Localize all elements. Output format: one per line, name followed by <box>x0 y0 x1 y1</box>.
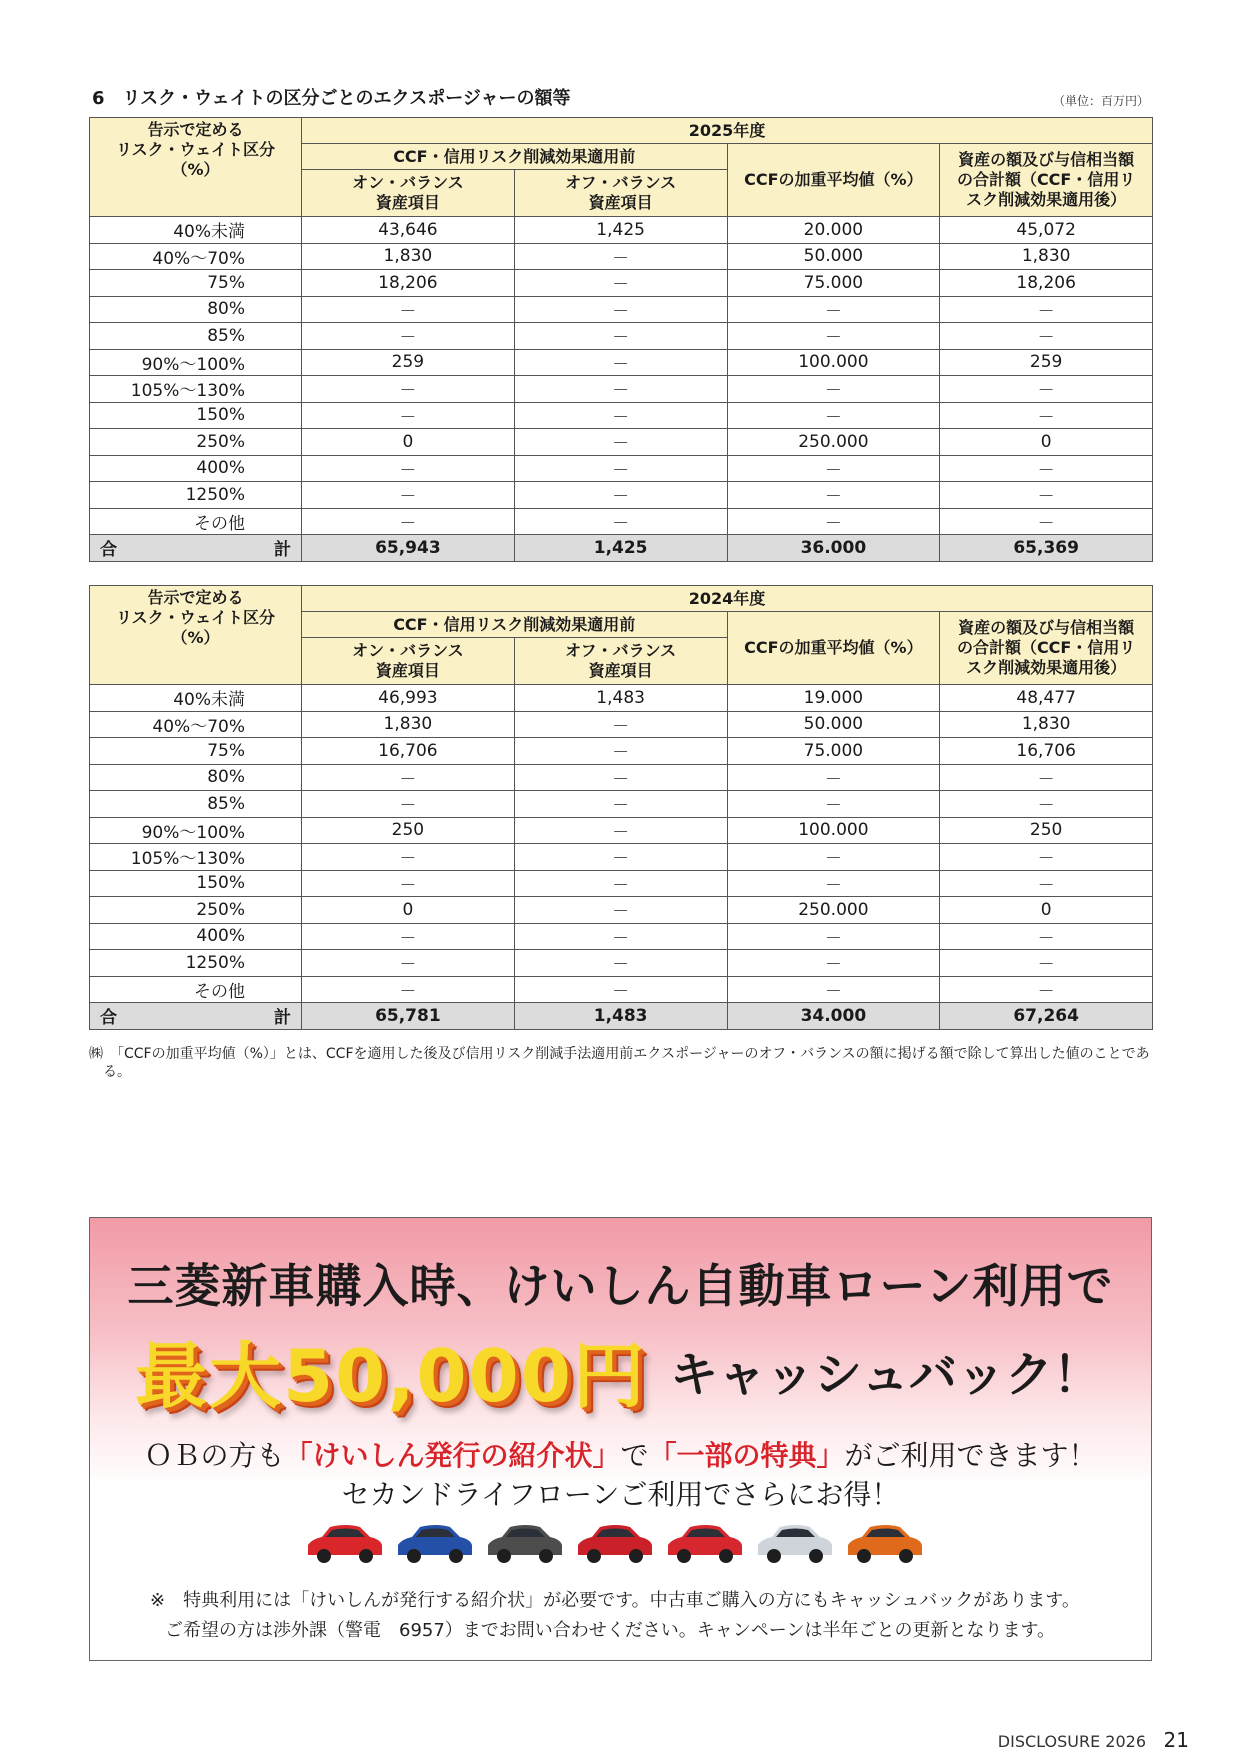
ccf-average-value: 75.000 <box>727 270 940 297</box>
page-number: 21 <box>1163 1728 1189 1752</box>
off-balance-value: － <box>514 870 727 897</box>
off-balance-value: － <box>514 791 727 818</box>
risk-weight-label: 105%～130% <box>90 844 302 871</box>
ccf-average-value: － <box>727 791 940 818</box>
risk-weight-label: 80% <box>90 296 302 323</box>
risk-weight-label: 250% <box>90 429 302 456</box>
post-ccf-value: 1,830 <box>940 711 1153 738</box>
total-label-inner <box>100 1003 291 1028</box>
table-row <box>90 870 1153 897</box>
on-balance-value: － <box>302 296 515 323</box>
ccf-average-value: － <box>727 323 940 350</box>
risk-weight-label: 400% <box>90 455 302 482</box>
table-row <box>90 296 1153 323</box>
ccf-average-header: CCFの加重平均値（%） <box>727 612 940 685</box>
on-balance-value: － <box>302 455 515 482</box>
ad-ob-text-e: がご利用できます！ <box>844 1439 1097 1472</box>
header-line: の合計額（CCF・信用リ <box>956 638 1136 657</box>
risk-weight-label: 40%未満 <box>90 217 302 244</box>
table-row <box>90 243 1153 270</box>
risk-weight-label: その他 <box>90 976 302 1003</box>
header-line: オフ・バランス <box>565 641 677 660</box>
ccf-average-value: 100.000 <box>727 349 940 376</box>
on-balance-value: 18,206 <box>302 270 515 297</box>
off-balance-value: － <box>514 376 727 403</box>
on-balance-value: 250 <box>302 817 515 844</box>
off-balance-header <box>514 170 727 217</box>
header-line: オン・バランス <box>352 173 464 192</box>
risk-weight-label: 40%～70% <box>90 711 302 738</box>
ad-note-1: ※ 特典利用には「けいしんが発行する紹介状」が必要です。中古車ご購入の方にもキャッシュバックがあります。 <box>150 1590 1080 1611</box>
ccf-average-value: 250.000 <box>727 897 940 924</box>
car-image <box>668 1525 742 1563</box>
header-line: スク削減効果適用後） <box>966 658 1127 677</box>
post-ccf-value: － <box>940 296 1153 323</box>
on-balance-value: 1,830 <box>302 711 515 738</box>
ccf-average-value: － <box>727 976 940 1003</box>
risk-weight-table-2024 <box>89 585 1153 1030</box>
total-post-ccf: 67,264 <box>940 1003 1153 1030</box>
off-balance-value: － <box>514 711 727 738</box>
ad-note-2: ご希望の方は渉外課（警電 6957）までお問い合わせください。キャンペーンは半年ごとの更新となります。 <box>165 1620 1056 1641</box>
fiscal-year-header: 2024年度 <box>302 586 1153 612</box>
off-balance-value: － <box>514 429 727 456</box>
year-header-row <box>90 586 1153 612</box>
header-line: 資産項目 <box>588 661 653 680</box>
table-row <box>90 429 1153 456</box>
table-row <box>90 897 1153 924</box>
risk-weight-label: 85% <box>90 323 302 350</box>
auto-loan-ad-banner <box>89 1217 1152 1661</box>
ccf-average-value: 20.000 <box>727 217 940 244</box>
header-line: （%） <box>171 628 220 647</box>
car-image <box>758 1525 832 1563</box>
post-ccf-value: － <box>940 323 1153 350</box>
ad-headline: 三菱新車購入時、けいしん自動車ローン利用で <box>127 1259 1114 1313</box>
total-label <box>90 535 302 562</box>
post-ccf-value: － <box>940 508 1153 535</box>
ccf-average-value: 250.000 <box>727 429 940 456</box>
off-balance-value: － <box>514 950 727 977</box>
header-line: 資産項目 <box>588 193 653 212</box>
off-balance-header <box>514 638 727 685</box>
table-row <box>90 323 1153 350</box>
ad-ob-text-d: 「一部の特典」 <box>648 1439 845 1472</box>
on-balance-header <box>302 170 515 217</box>
risk-weight-label: 85% <box>90 791 302 818</box>
header-line: 告示で定める <box>147 120 244 139</box>
ad-max-amount: 最大50,000円 <box>135 1334 647 1418</box>
post-ccf-header <box>940 144 1153 217</box>
ccf-average-value: 19.000 <box>727 685 940 712</box>
ad-second-life-line: セカンドライフローンご利用でさらにお得！ <box>341 1478 900 1511</box>
post-ccf-value: 259 <box>940 349 1153 376</box>
on-balance-value: － <box>302 482 515 509</box>
post-ccf-value: 0 <box>940 897 1153 924</box>
on-balance-value: － <box>302 376 515 403</box>
footer-label: DISCLOSURE 2026 <box>997 1732 1146 1751</box>
off-balance-value: － <box>514 349 727 376</box>
on-balance-value: － <box>302 844 515 871</box>
risk-weight-table-2025 <box>89 117 1153 562</box>
table-note: ㈱ 「CCFの加重平均値（%）」とは、CCFを適用した後及び信用リスク削減手法適用前エクスポージャーのオフ・バランスの額に掲げる額で除して算出した値のことである。 <box>89 1046 1150 1080</box>
risk-weight-label: 90%～100% <box>90 817 302 844</box>
total-row <box>90 535 1153 562</box>
table-row <box>90 711 1153 738</box>
post-ccf-value: 1,830 <box>940 243 1153 270</box>
total-label-inner <box>100 535 291 560</box>
risk-weight-category-header <box>90 118 302 217</box>
unit-label: （単位：百万円） <box>1052 94 1149 108</box>
off-balance-value: 1,483 <box>514 685 727 712</box>
ccf-average-value: 50.000 <box>727 243 940 270</box>
risk-weight-label: 1250% <box>90 482 302 509</box>
risk-weight-label: 90%～100% <box>90 349 302 376</box>
ccf-average-value: － <box>727 455 940 482</box>
table-row <box>90 349 1153 376</box>
post-ccf-value: 0 <box>940 429 1153 456</box>
ccf-average-value: － <box>727 950 940 977</box>
risk-weight-label: 40%未満 <box>90 685 302 712</box>
total-on-balance: 65,781 <box>302 1003 515 1030</box>
on-balance-value: － <box>302 791 515 818</box>
off-balance-value: － <box>514 508 727 535</box>
car-image <box>398 1525 472 1563</box>
table-row <box>90 376 1153 403</box>
car-image <box>488 1525 562 1563</box>
total-label-char: 計 <box>274 1008 291 1029</box>
post-ccf-value: － <box>940 870 1153 897</box>
table-row <box>90 950 1153 977</box>
header-line: （%） <box>171 160 220 179</box>
on-balance-value: 1,830 <box>302 243 515 270</box>
header-line: 告示で定める <box>147 588 244 607</box>
off-balance-value: － <box>514 455 727 482</box>
total-label <box>90 1003 302 1030</box>
car-lineup-image <box>303 1513 943 1573</box>
off-balance-value: － <box>514 738 727 765</box>
ccf-average-header: CCFの加重平均値（%） <box>727 144 940 217</box>
on-balance-value: 0 <box>302 429 515 456</box>
header-line: リスク・ウェイト区分 <box>115 140 276 159</box>
risk-weight-label: 1250% <box>90 950 302 977</box>
on-balance-value: － <box>302 323 515 350</box>
on-balance-value: － <box>302 402 515 429</box>
post-ccf-value: － <box>940 844 1153 871</box>
car-image <box>308 1525 382 1563</box>
risk-weight-label: 250% <box>90 897 302 924</box>
table-row <box>90 270 1153 297</box>
risk-weight-label: 150% <box>90 870 302 897</box>
section-title: 6 リスク・ウェイトの区分ごとのエクスポージャーの額等 <box>92 88 571 109</box>
post-ccf-value: － <box>940 376 1153 403</box>
header-line: オフ・バランス <box>565 173 677 192</box>
ccf-average-value: － <box>727 764 940 791</box>
fiscal-year-header: 2025年度 <box>302 118 1153 144</box>
on-balance-value: － <box>302 508 515 535</box>
ad-cashback: キャッシュバック！ <box>670 1347 1102 1403</box>
table-row <box>90 217 1153 244</box>
total-row <box>90 1003 1153 1030</box>
car-image <box>578 1525 652 1563</box>
ad-ob-text-b: 「けいしん発行の紹介状」 <box>284 1439 621 1472</box>
risk-weight-label: 80% <box>90 764 302 791</box>
ccf-average-value: － <box>727 376 940 403</box>
header-line: の合計額（CCF・信用リ <box>956 170 1136 189</box>
post-ccf-value: － <box>940 764 1153 791</box>
risk-weight-label: 105%～130% <box>90 376 302 403</box>
risk-weight-category-header <box>90 586 302 685</box>
off-balance-value: － <box>514 270 727 297</box>
ccf-average-value: 100.000 <box>727 817 940 844</box>
on-balance-value: 0 <box>302 897 515 924</box>
off-balance-value: － <box>514 296 727 323</box>
pre-ccf-header: CCF・信用リスク削減効果適用前 <box>302 144 728 170</box>
ccf-average-value: － <box>727 402 940 429</box>
post-ccf-value: 45,072 <box>940 217 1153 244</box>
pre-ccf-header: CCF・信用リスク削減効果適用前 <box>302 612 728 638</box>
total-off-balance: 1,483 <box>514 1003 727 1030</box>
total-post-ccf: 65,369 <box>940 535 1153 562</box>
post-ccf-value: 16,706 <box>940 738 1153 765</box>
off-balance-value: － <box>514 764 727 791</box>
ad-ob-text-c: で <box>620 1439 649 1472</box>
on-balance-value: － <box>302 923 515 950</box>
post-ccf-value: － <box>940 950 1153 977</box>
total-on-balance: 65,943 <box>302 535 515 562</box>
risk-weight-label: 75% <box>90 270 302 297</box>
off-balance-value: － <box>514 976 727 1003</box>
total-ccf-average: 36.000 <box>727 535 940 562</box>
header-line: 資産の額及び与信相当額 <box>958 150 1135 169</box>
ccf-average-value: － <box>727 844 940 871</box>
table-row <box>90 482 1153 509</box>
table-row <box>90 508 1153 535</box>
post-ccf-value: － <box>940 923 1153 950</box>
post-ccf-value: － <box>940 482 1153 509</box>
ccf-average-value: 75.000 <box>727 738 940 765</box>
ccf-average-value: － <box>727 482 940 509</box>
post-ccf-value: － <box>940 791 1153 818</box>
post-ccf-value: － <box>940 455 1153 482</box>
table-row <box>90 764 1153 791</box>
post-ccf-value: － <box>940 402 1153 429</box>
post-ccf-value: 18,206 <box>940 270 1153 297</box>
table-row <box>90 455 1153 482</box>
total-label-char: 合 <box>100 540 117 561</box>
table-row <box>90 791 1153 818</box>
on-balance-value: － <box>302 950 515 977</box>
total-label-char: 合 <box>100 1008 117 1029</box>
on-balance-value: － <box>302 764 515 791</box>
ccf-average-value: － <box>727 870 940 897</box>
ccf-average-value: － <box>727 508 940 535</box>
total-label-char: 計 <box>274 540 291 561</box>
risk-weight-label: その他 <box>90 508 302 535</box>
header-line: 資産項目 <box>375 193 440 212</box>
ad-ob-text-a: ＯＢの方も <box>144 1439 285 1472</box>
ad-ob-line <box>90 1434 1151 1474</box>
off-balance-value: － <box>514 844 727 871</box>
table-row <box>90 738 1153 765</box>
header-line: リスク・ウェイト区分 <box>115 608 276 627</box>
table-row <box>90 923 1153 950</box>
risk-weight-label: 400% <box>90 923 302 950</box>
risk-weight-label: 150% <box>90 402 302 429</box>
post-ccf-value: 48,477 <box>940 685 1153 712</box>
car-image <box>848 1525 922 1563</box>
header-line: スク削減効果適用後） <box>966 190 1127 209</box>
off-balance-value: － <box>514 402 727 429</box>
risk-weight-label: 40%～70% <box>90 243 302 270</box>
table-row <box>90 844 1153 871</box>
on-balance-value: 43,646 <box>302 217 515 244</box>
ccf-average-value: － <box>727 296 940 323</box>
on-balance-header <box>302 638 515 685</box>
total-ccf-average: 34.000 <box>727 1003 940 1030</box>
post-ccf-value: 250 <box>940 817 1153 844</box>
risk-weight-label: 75% <box>90 738 302 765</box>
on-balance-value: － <box>302 976 515 1003</box>
off-balance-value: － <box>514 923 727 950</box>
off-balance-value: － <box>514 243 727 270</box>
on-balance-value: － <box>302 870 515 897</box>
header-line: 資産の額及び与信相当額 <box>958 618 1135 637</box>
header-line: オン・バランス <box>352 641 464 660</box>
header-line: 資産項目 <box>375 661 440 680</box>
off-balance-value: － <box>514 897 727 924</box>
year-header-row <box>90 118 1153 144</box>
on-balance-value: 46,993 <box>302 685 515 712</box>
ccf-average-value: － <box>727 923 940 950</box>
off-balance-value: － <box>514 817 727 844</box>
table-row <box>90 976 1153 1003</box>
post-ccf-header <box>940 612 1153 685</box>
off-balance-value: － <box>514 482 727 509</box>
off-balance-value: － <box>514 323 727 350</box>
table-row <box>90 817 1153 844</box>
off-balance-value: 1,425 <box>514 217 727 244</box>
on-balance-value: 259 <box>302 349 515 376</box>
ccf-average-value: 50.000 <box>727 711 940 738</box>
table-row <box>90 685 1153 712</box>
total-off-balance: 1,425 <box>514 535 727 562</box>
table-row <box>90 402 1153 429</box>
on-balance-value: 16,706 <box>302 738 515 765</box>
post-ccf-value: － <box>940 976 1153 1003</box>
